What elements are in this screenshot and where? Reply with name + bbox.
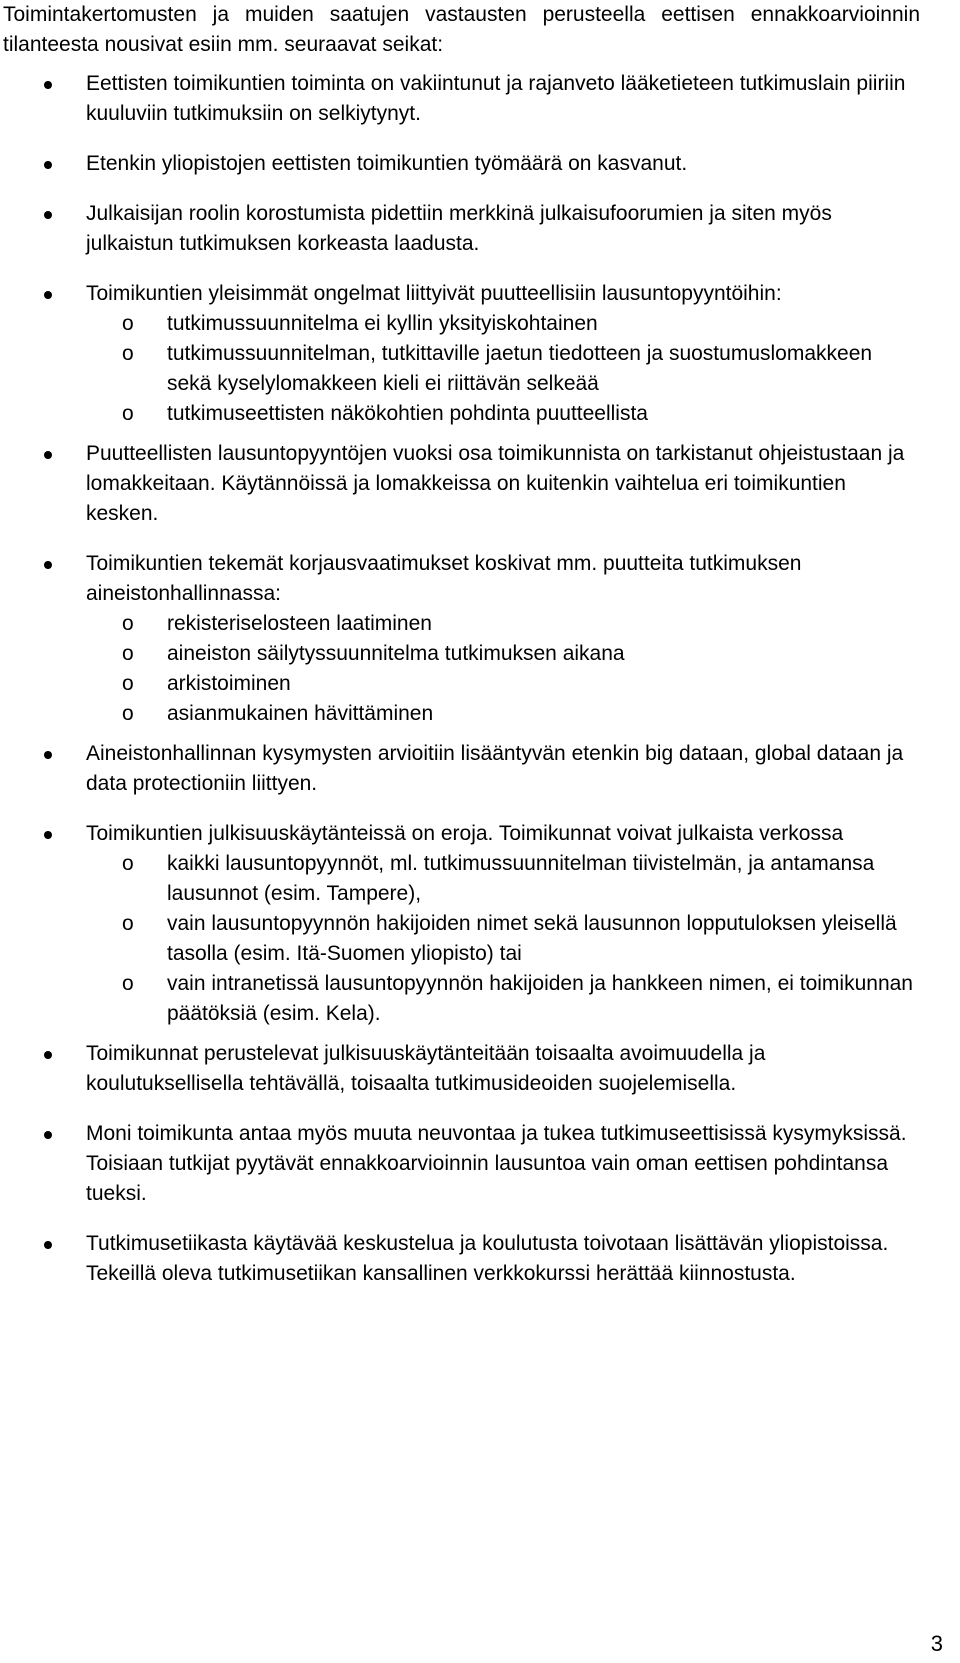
sub-item-text: kaikki lausuntopyynnöt, ml. tutkimussuunnitelman tiivistelmän, ja antamansa lausunnot (esim. Tampere),: [167, 852, 875, 905]
bullet-list: [0, 69, 920, 1289]
bullet-text: Aineistonhallinnan kysymysten arvioitiin lisääntyvän etenkin big dataan, global dataan ja data protectioniin liittyen.: [86, 742, 904, 795]
bullet-dot-icon: [44, 451, 52, 459]
sub-item-text: rekisteriselosteen laatiminen: [167, 612, 432, 635]
sub-item-text: vain lausuntopyynnön hakijoiden nimet sekä lausunnon lopputuloksen yleisellä tasolla (esim. Itä-Suomen yliopisto) tai: [167, 912, 897, 965]
sub-bullet-marker: o: [122, 642, 134, 665]
sub-list-item: [86, 969, 920, 1029]
sub-list-item: [86, 669, 920, 699]
sub-bullet-marker: o: [122, 852, 134, 875]
sub-bullet-marker: o: [122, 342, 134, 365]
intro-paragraph: Toimintakertomusten ja muiden saatujen vastausten perusteella eettisen ennakkoarvioinnin tilanteesta nousivat esiin mm. seuraavat seikat:: [3, 3, 920, 56]
bullet-dot-icon: [44, 161, 52, 169]
sub-item-text: tutkimussuunnitelman, tutkittaville jaetun tiedotteen ja suostumuslomakkeen sekä kyselylomakkeen kieli ei riittävän selkeää: [167, 342, 873, 395]
bullet-text: Toimikunnat perustelevat julkisuuskäytänteitään toisaalta avoimuudella ja koulutuksellisella tehtävällä, toisaalta tutkimusideoiden suojelemisella.: [86, 1042, 766, 1095]
bullet-text: Toimikuntien yleisimmät ongelmat liittyivät puutteellisiin lausuntopyyntöihin:: [86, 282, 782, 305]
bullet-text: Toimikuntien julkisuuskäytänteissä on eroja. Toimikunnat voivat julkaista verkossa: [86, 822, 844, 845]
bullet-dot-icon: [44, 291, 52, 299]
sub-item-text: vain intranetissä lausuntopyynnön hakijoiden ja hankkeen nimen, ei toimikunnan päätöksiä (esim. Kela).: [167, 972, 913, 1025]
bullet-dot-icon: [44, 1131, 52, 1139]
sub-bullet-marker: o: [122, 972, 134, 995]
sub-bullet-marker: o: [122, 702, 134, 725]
bullet-dot-icon: [44, 1051, 52, 1059]
bullet-item: [0, 149, 920, 179]
bullet-item: [0, 549, 920, 729]
page-number: 3: [930, 1631, 943, 1656]
sub-list-item: [86, 399, 920, 429]
sub-list-item: [86, 609, 920, 639]
bullet-text: Tutkimusetiikasta käytävää keskustelua ja koulutusta toivotaan lisättävän yliopistoissa. Tekeillä oleva tutkimusetiikan kansallinen verkkokurssi herättää kiinnostusta.: [86, 1232, 889, 1285]
sub-list: [86, 609, 920, 729]
bullet-text: Eettisten toimikuntien toiminta on vakiintunut ja rajanveto lääketieteen tutkimuslain piiriin kuuluviin tutkimuksiin on selkiytynyt.: [86, 72, 906, 125]
bullet-item: [0, 819, 920, 1029]
sub-bullet-marker: o: [122, 312, 134, 335]
sub-bullet-marker: o: [122, 402, 134, 425]
sub-item-text: asianmukainen hävittäminen: [167, 702, 434, 725]
sub-list: [86, 309, 920, 429]
sub-list-item: [86, 699, 920, 729]
sub-list-item: [86, 909, 920, 969]
sub-list: [86, 849, 920, 1029]
bullet-dot-icon: [44, 561, 52, 569]
bullet-item: [0, 279, 920, 429]
bullet-item: [0, 1119, 920, 1209]
bullet-item: [0, 1039, 920, 1099]
bullet-text: Moni toimikunta antaa myös muuta neuvontaa ja tukea tutkimuseettisissä kysymyksissä. Toisiaan tutkijat pyytävät ennakkoarvioinnin lausuntoa vain oman eettisen pohdintansa tueksi.: [86, 1122, 907, 1205]
bullet-dot-icon: [44, 831, 52, 839]
bullet-item: [0, 1229, 920, 1289]
bullet-item: [0, 199, 920, 259]
bullet-dot-icon: [44, 1241, 52, 1249]
sub-item-text: aineiston säilytyssuunnitelma tutkimuksen aikana: [167, 642, 625, 665]
bullet-dot-icon: [44, 81, 52, 89]
sub-bullet-marker: o: [122, 612, 134, 635]
sub-item-text: tutkimussuunnitelma ei kyllin yksityiskohtainen: [167, 312, 598, 335]
sub-item-text: tutkimuseettisten näkökohtien pohdinta puutteellista: [167, 402, 648, 425]
sub-bullet-marker: o: [122, 672, 134, 695]
bullet-text: Puutteellisten lausuntopyyntöjen vuoksi osa toimikunnista on tarkistanut ohjeistustaan ja lomakkeitaan. Käytännöissä ja lomakkeissa on kuitenkin vaihtelua eri toimikuntien kesken.: [86, 442, 905, 525]
bullet-item: [0, 739, 920, 799]
sub-bullet-marker: o: [122, 912, 134, 935]
sub-list-item: [86, 309, 920, 339]
bullet-dot-icon: [44, 211, 52, 219]
bullet-text: Julkaisijan roolin korostumista pidettiin merkkinä julkaisufoorumien ja siten myös julkaistun tutkimuksen korkeasta laadusta.: [86, 202, 832, 255]
sub-list-item: [86, 339, 920, 399]
bullet-text: Toimikuntien tekemät korjausvaatimukset koskivat mm. puutteita tutkimuksen aineistonhallinnassa:: [86, 552, 802, 605]
bullet-item: [0, 69, 920, 129]
bullet-item: [0, 439, 920, 529]
bullet-dot-icon: [44, 751, 52, 759]
bullet-text: Etenkin yliopistojen eettisten toimikuntien työmäärä on kasvanut.: [86, 152, 688, 175]
sub-list-item: [86, 639, 920, 669]
sub-item-text: arkistoiminen: [167, 672, 291, 695]
sub-list-item: [86, 849, 920, 909]
